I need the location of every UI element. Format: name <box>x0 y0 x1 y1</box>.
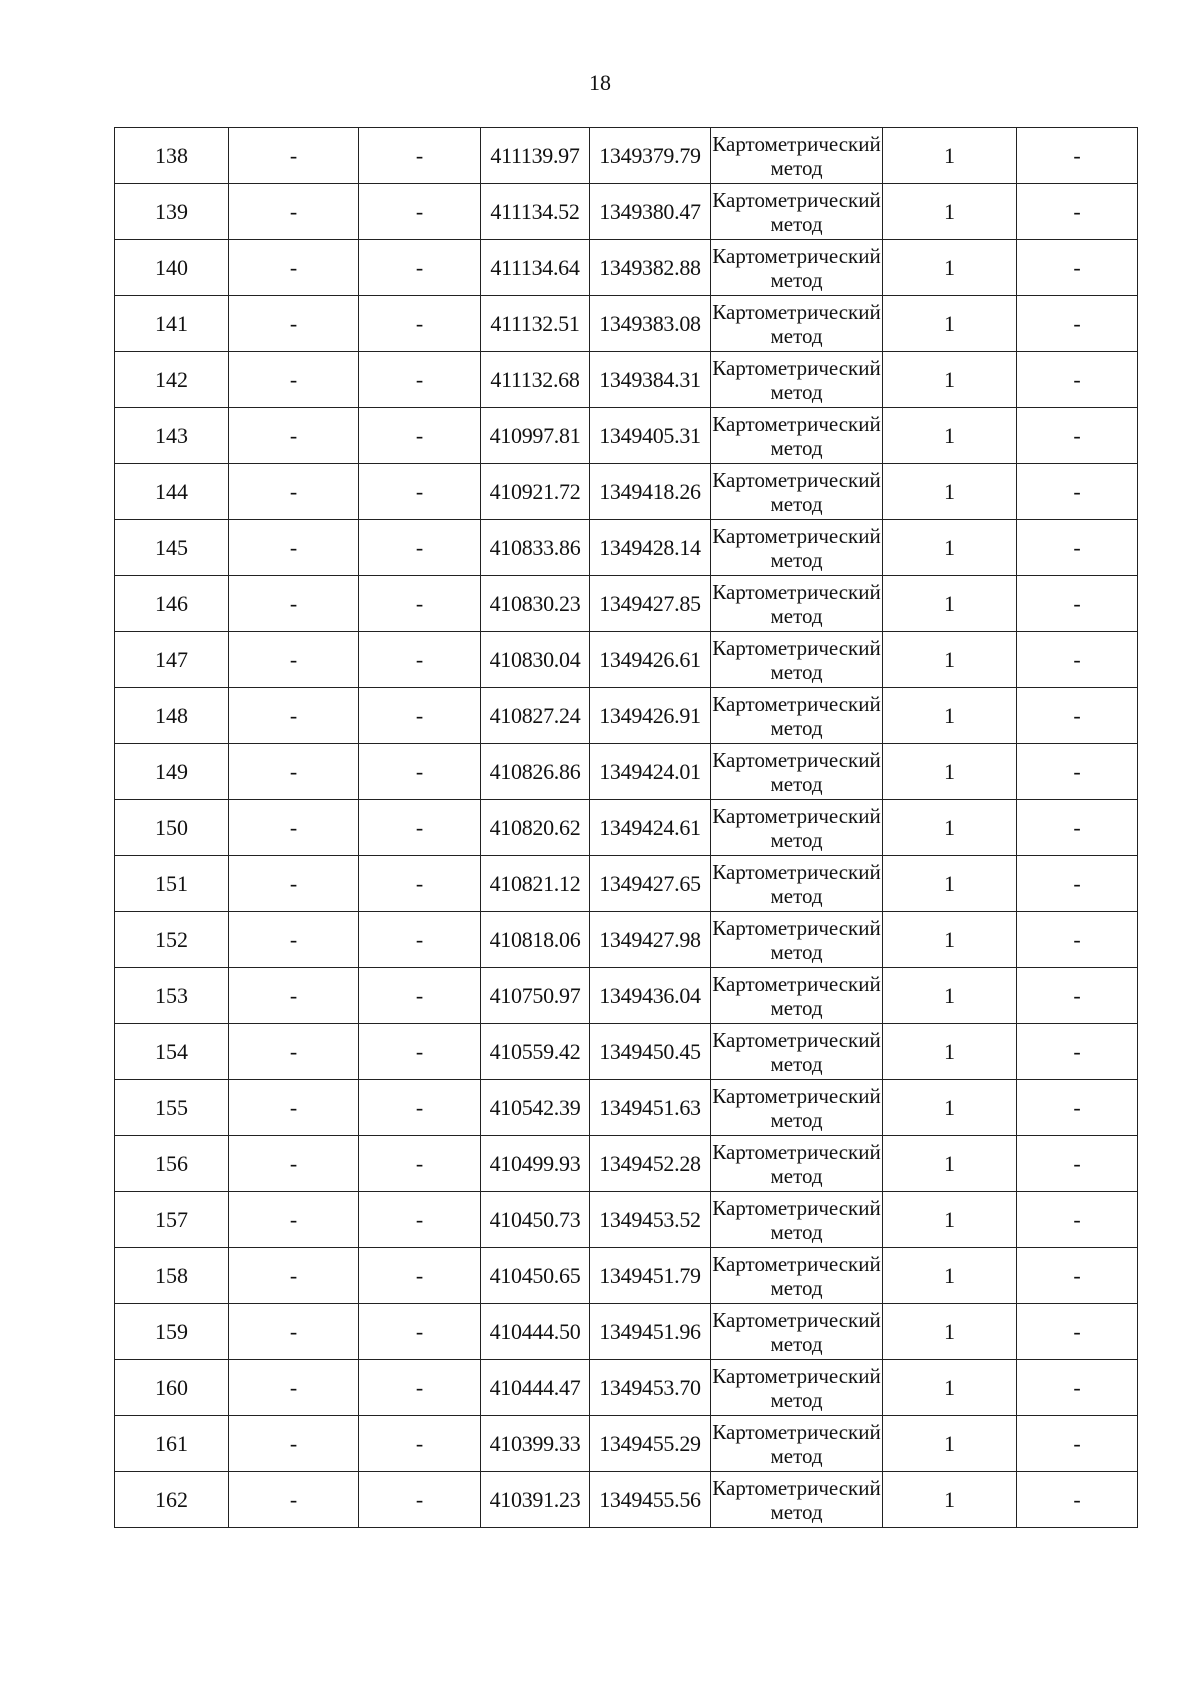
accuracy-cell: 1 <box>883 800 1017 856</box>
empty-y-cell: - <box>359 352 481 408</box>
method-cell: Картометрический метод <box>711 1472 883 1528</box>
point-number-cell: 157 <box>115 1192 229 1248</box>
y-coordinate-cell: 1349451.79 <box>590 1248 711 1304</box>
description-cell: - <box>1017 800 1138 856</box>
table-row <box>115 352 1138 408</box>
method-cell: Картометрический метод <box>711 1360 883 1416</box>
point-number-cell: 159 <box>115 1304 229 1360</box>
point-number-cell: 153 <box>115 968 229 1024</box>
point-number-cell: 146 <box>115 576 229 632</box>
table-row <box>115 576 1138 632</box>
point-number-cell: 161 <box>115 1416 229 1472</box>
accuracy-cell: 1 <box>883 1416 1017 1472</box>
empty-x-cell: - <box>229 1248 359 1304</box>
x-coordinate-cell: 410826.86 <box>481 744 590 800</box>
table-row <box>115 240 1138 296</box>
accuracy-cell: 1 <box>883 632 1017 688</box>
y-coordinate-cell: 1349427.65 <box>590 856 711 912</box>
empty-x-cell: - <box>229 1472 359 1528</box>
empty-y-cell: - <box>359 632 481 688</box>
table-row <box>115 1360 1138 1416</box>
y-coordinate-cell: 1349450.45 <box>590 1024 711 1080</box>
method-cell: Картометрический метод <box>711 1136 883 1192</box>
point-number-cell: 154 <box>115 1024 229 1080</box>
description-cell: - <box>1017 1416 1138 1472</box>
table-row <box>115 688 1138 744</box>
empty-y-cell: - <box>359 1192 481 1248</box>
x-coordinate-cell: 410830.04 <box>481 632 590 688</box>
point-number-cell: 143 <box>115 408 229 464</box>
y-coordinate-cell: 1349379.79 <box>590 128 711 184</box>
description-cell: - <box>1017 968 1138 1024</box>
y-coordinate-cell: 1349436.04 <box>590 968 711 1024</box>
empty-x-cell: - <box>229 744 359 800</box>
table-row <box>115 856 1138 912</box>
y-coordinate-cell: 1349453.70 <box>590 1360 711 1416</box>
point-number-cell: 158 <box>115 1248 229 1304</box>
x-coordinate-cell: 410750.97 <box>481 968 590 1024</box>
method-cell: Картометрический метод <box>711 968 883 1024</box>
method-cell: Картометрический метод <box>711 128 883 184</box>
table-row <box>115 128 1138 184</box>
table-row <box>115 1248 1138 1304</box>
empty-y-cell: - <box>359 1080 481 1136</box>
method-cell: Картометрический метод <box>711 1080 883 1136</box>
empty-y-cell: - <box>359 1472 481 1528</box>
table-row <box>115 968 1138 1024</box>
accuracy-cell: 1 <box>883 408 1017 464</box>
empty-y-cell: - <box>359 1360 481 1416</box>
table-row <box>115 520 1138 576</box>
x-coordinate-cell: 410820.62 <box>481 800 590 856</box>
y-coordinate-cell: 1349451.63 <box>590 1080 711 1136</box>
y-coordinate-cell: 1349455.56 <box>590 1472 711 1528</box>
empty-x-cell: - <box>229 128 359 184</box>
empty-y-cell: - <box>359 1024 481 1080</box>
point-number-cell: 160 <box>115 1360 229 1416</box>
table-row <box>115 800 1138 856</box>
empty-y-cell: - <box>359 1416 481 1472</box>
y-coordinate-cell: 1349452.28 <box>590 1136 711 1192</box>
empty-x-cell: - <box>229 912 359 968</box>
description-cell: - <box>1017 408 1138 464</box>
method-cell: Картометрический метод <box>711 744 883 800</box>
point-number-cell: 139 <box>115 184 229 240</box>
empty-y-cell: - <box>359 856 481 912</box>
description-cell: - <box>1017 184 1138 240</box>
empty-x-cell: - <box>229 1136 359 1192</box>
method-cell: Картометрический метод <box>711 632 883 688</box>
table-row <box>115 1024 1138 1080</box>
accuracy-cell: 1 <box>883 856 1017 912</box>
accuracy-cell: 1 <box>883 1080 1017 1136</box>
point-number-cell: 155 <box>115 1080 229 1136</box>
point-number-cell: 141 <box>115 296 229 352</box>
y-coordinate-cell: 1349427.85 <box>590 576 711 632</box>
accuracy-cell: 1 <box>883 1192 1017 1248</box>
empty-y-cell: - <box>359 1304 481 1360</box>
description-cell: - <box>1017 1304 1138 1360</box>
method-cell: Картометрический метод <box>711 688 883 744</box>
y-coordinate-cell: 1349427.98 <box>590 912 711 968</box>
x-coordinate-cell: 410821.12 <box>481 856 590 912</box>
x-coordinate-cell: 411134.52 <box>481 184 590 240</box>
accuracy-cell: 1 <box>883 1248 1017 1304</box>
accuracy-cell: 1 <box>883 1304 1017 1360</box>
method-cell: Картометрический метод <box>711 520 883 576</box>
table-row <box>115 1136 1138 1192</box>
page-number: 18 <box>589 70 611 95</box>
point-number-cell: 142 <box>115 352 229 408</box>
accuracy-cell: 1 <box>883 576 1017 632</box>
empty-x-cell: - <box>229 352 359 408</box>
method-cell: Картометрический метод <box>711 1304 883 1360</box>
point-number-cell: 151 <box>115 856 229 912</box>
y-coordinate-cell: 1349405.31 <box>590 408 711 464</box>
empty-x-cell: - <box>229 856 359 912</box>
table-row <box>115 464 1138 520</box>
table-row <box>115 1192 1138 1248</box>
table-row <box>115 296 1138 352</box>
table-row <box>115 632 1138 688</box>
point-number-cell: 152 <box>115 912 229 968</box>
x-coordinate-cell: 410830.23 <box>481 576 590 632</box>
accuracy-cell: 1 <box>883 968 1017 1024</box>
point-number-cell: 140 <box>115 240 229 296</box>
y-coordinate-cell: 1349453.52 <box>590 1192 711 1248</box>
description-cell: - <box>1017 1472 1138 1528</box>
method-cell: Картометрический метод <box>711 352 883 408</box>
method-cell: Картометрический метод <box>711 912 883 968</box>
empty-y-cell: - <box>359 408 481 464</box>
empty-x-cell: - <box>229 464 359 520</box>
x-coordinate-cell: 410542.39 <box>481 1080 590 1136</box>
empty-x-cell: - <box>229 408 359 464</box>
empty-y-cell: - <box>359 576 481 632</box>
x-coordinate-cell: 410827.24 <box>481 688 590 744</box>
x-coordinate-cell: 410450.73 <box>481 1192 590 1248</box>
empty-y-cell: - <box>359 1248 481 1304</box>
y-coordinate-cell: 1349428.14 <box>590 520 711 576</box>
empty-y-cell: - <box>359 688 481 744</box>
y-coordinate-cell: 1349426.91 <box>590 688 711 744</box>
description-cell: - <box>1017 856 1138 912</box>
empty-y-cell: - <box>359 184 481 240</box>
point-number-cell: 147 <box>115 632 229 688</box>
x-coordinate-cell: 410444.50 <box>481 1304 590 1360</box>
table-row <box>115 184 1138 240</box>
method-cell: Картометрический метод <box>711 1024 883 1080</box>
method-cell: Картометрический метод <box>711 856 883 912</box>
accuracy-cell: 1 <box>883 1360 1017 1416</box>
empty-y-cell: - <box>359 1136 481 1192</box>
table-body <box>115 128 1138 1528</box>
empty-x-cell: - <box>229 1024 359 1080</box>
y-coordinate-cell: 1349418.26 <box>590 464 711 520</box>
empty-y-cell: - <box>359 912 481 968</box>
accuracy-cell: 1 <box>883 184 1017 240</box>
accuracy-cell: 1 <box>883 352 1017 408</box>
accuracy-cell: 1 <box>883 1472 1017 1528</box>
y-coordinate-cell: 1349382.88 <box>590 240 711 296</box>
coordinates-table <box>114 127 1138 1528</box>
x-coordinate-cell: 411132.68 <box>481 352 590 408</box>
description-cell: - <box>1017 1360 1138 1416</box>
empty-x-cell: - <box>229 1304 359 1360</box>
empty-x-cell: - <box>229 520 359 576</box>
method-cell: Картометрический метод <box>711 296 883 352</box>
y-coordinate-cell: 1349424.61 <box>590 800 711 856</box>
table-row <box>115 1472 1138 1528</box>
x-coordinate-cell: 410921.72 <box>481 464 590 520</box>
description-cell: - <box>1017 520 1138 576</box>
table-row <box>115 408 1138 464</box>
description-cell: - <box>1017 744 1138 800</box>
point-number-cell: 145 <box>115 520 229 576</box>
accuracy-cell: 1 <box>883 1136 1017 1192</box>
point-number-cell: 150 <box>115 800 229 856</box>
table-row <box>115 912 1138 968</box>
description-cell: - <box>1017 464 1138 520</box>
empty-x-cell: - <box>229 968 359 1024</box>
accuracy-cell: 1 <box>883 296 1017 352</box>
accuracy-cell: 1 <box>883 912 1017 968</box>
empty-y-cell: - <box>359 800 481 856</box>
accuracy-cell: 1 <box>883 1024 1017 1080</box>
method-cell: Картометрический метод <box>711 576 883 632</box>
x-coordinate-cell: 411139.97 <box>481 128 590 184</box>
empty-y-cell: - <box>359 744 481 800</box>
point-number-cell: 149 <box>115 744 229 800</box>
y-coordinate-cell: 1349380.47 <box>590 184 711 240</box>
point-number-cell: 162 <box>115 1472 229 1528</box>
table-row <box>115 1416 1138 1472</box>
x-coordinate-cell: 410833.86 <box>481 520 590 576</box>
point-number-cell: 148 <box>115 688 229 744</box>
y-coordinate-cell: 1349455.29 <box>590 1416 711 1472</box>
empty-x-cell: - <box>229 632 359 688</box>
method-cell: Картометрический метод <box>711 800 883 856</box>
accuracy-cell: 1 <box>883 464 1017 520</box>
empty-x-cell: - <box>229 688 359 744</box>
x-coordinate-cell: 410450.65 <box>481 1248 590 1304</box>
empty-x-cell: - <box>229 1416 359 1472</box>
accuracy-cell: 1 <box>883 240 1017 296</box>
x-coordinate-cell: 410391.23 <box>481 1472 590 1528</box>
empty-x-cell: - <box>229 1080 359 1136</box>
description-cell: - <box>1017 1248 1138 1304</box>
x-coordinate-cell: 411134.64 <box>481 240 590 296</box>
empty-y-cell: - <box>359 520 481 576</box>
point-number-cell: 144 <box>115 464 229 520</box>
description-cell: - <box>1017 128 1138 184</box>
table-row <box>115 744 1138 800</box>
y-coordinate-cell: 1349384.31 <box>590 352 711 408</box>
accuracy-cell: 1 <box>883 128 1017 184</box>
empty-y-cell: - <box>359 968 481 1024</box>
x-coordinate-cell: 410444.47 <box>481 1360 590 1416</box>
method-cell: Картометрический метод <box>711 1416 883 1472</box>
x-coordinate-cell: 410997.81 <box>481 408 590 464</box>
empty-x-cell: - <box>229 800 359 856</box>
method-cell: Картометрический метод <box>711 184 883 240</box>
method-cell: Картометрический метод <box>711 240 883 296</box>
method-cell: Картометрический метод <box>711 464 883 520</box>
empty-x-cell: - <box>229 1360 359 1416</box>
empty-x-cell: - <box>229 576 359 632</box>
description-cell: - <box>1017 1024 1138 1080</box>
description-cell: - <box>1017 1080 1138 1136</box>
description-cell: - <box>1017 632 1138 688</box>
accuracy-cell: 1 <box>883 520 1017 576</box>
x-coordinate-cell: 411132.51 <box>481 296 590 352</box>
x-coordinate-cell: 410399.33 <box>481 1416 590 1472</box>
description-cell: - <box>1017 688 1138 744</box>
description-cell: - <box>1017 1192 1138 1248</box>
accuracy-cell: 1 <box>883 688 1017 744</box>
y-coordinate-cell: 1349383.08 <box>590 296 711 352</box>
empty-y-cell: - <box>359 464 481 520</box>
empty-x-cell: - <box>229 184 359 240</box>
y-coordinate-cell: 1349424.01 <box>590 744 711 800</box>
empty-y-cell: - <box>359 128 481 184</box>
table-row <box>115 1080 1138 1136</box>
point-number-cell: 156 <box>115 1136 229 1192</box>
x-coordinate-cell: 410818.06 <box>481 912 590 968</box>
method-cell: Картометрический метод <box>711 1192 883 1248</box>
empty-x-cell: - <box>229 1192 359 1248</box>
x-coordinate-cell: 410499.93 <box>481 1136 590 1192</box>
description-cell: - <box>1017 912 1138 968</box>
description-cell: - <box>1017 352 1138 408</box>
empty-x-cell: - <box>229 240 359 296</box>
point-number-cell: 138 <box>115 128 229 184</box>
empty-y-cell: - <box>359 240 481 296</box>
method-cell: Картометрический метод <box>711 408 883 464</box>
accuracy-cell: 1 <box>883 744 1017 800</box>
method-cell: Картометрический метод <box>711 1248 883 1304</box>
y-coordinate-cell: 1349426.61 <box>590 632 711 688</box>
empty-y-cell: - <box>359 296 481 352</box>
y-coordinate-cell: 1349451.96 <box>590 1304 711 1360</box>
empty-x-cell: - <box>229 296 359 352</box>
x-coordinate-cell: 410559.42 <box>481 1024 590 1080</box>
table-row <box>115 1304 1138 1360</box>
description-cell: - <box>1017 576 1138 632</box>
description-cell: - <box>1017 240 1138 296</box>
description-cell: - <box>1017 1136 1138 1192</box>
description-cell: - <box>1017 296 1138 352</box>
